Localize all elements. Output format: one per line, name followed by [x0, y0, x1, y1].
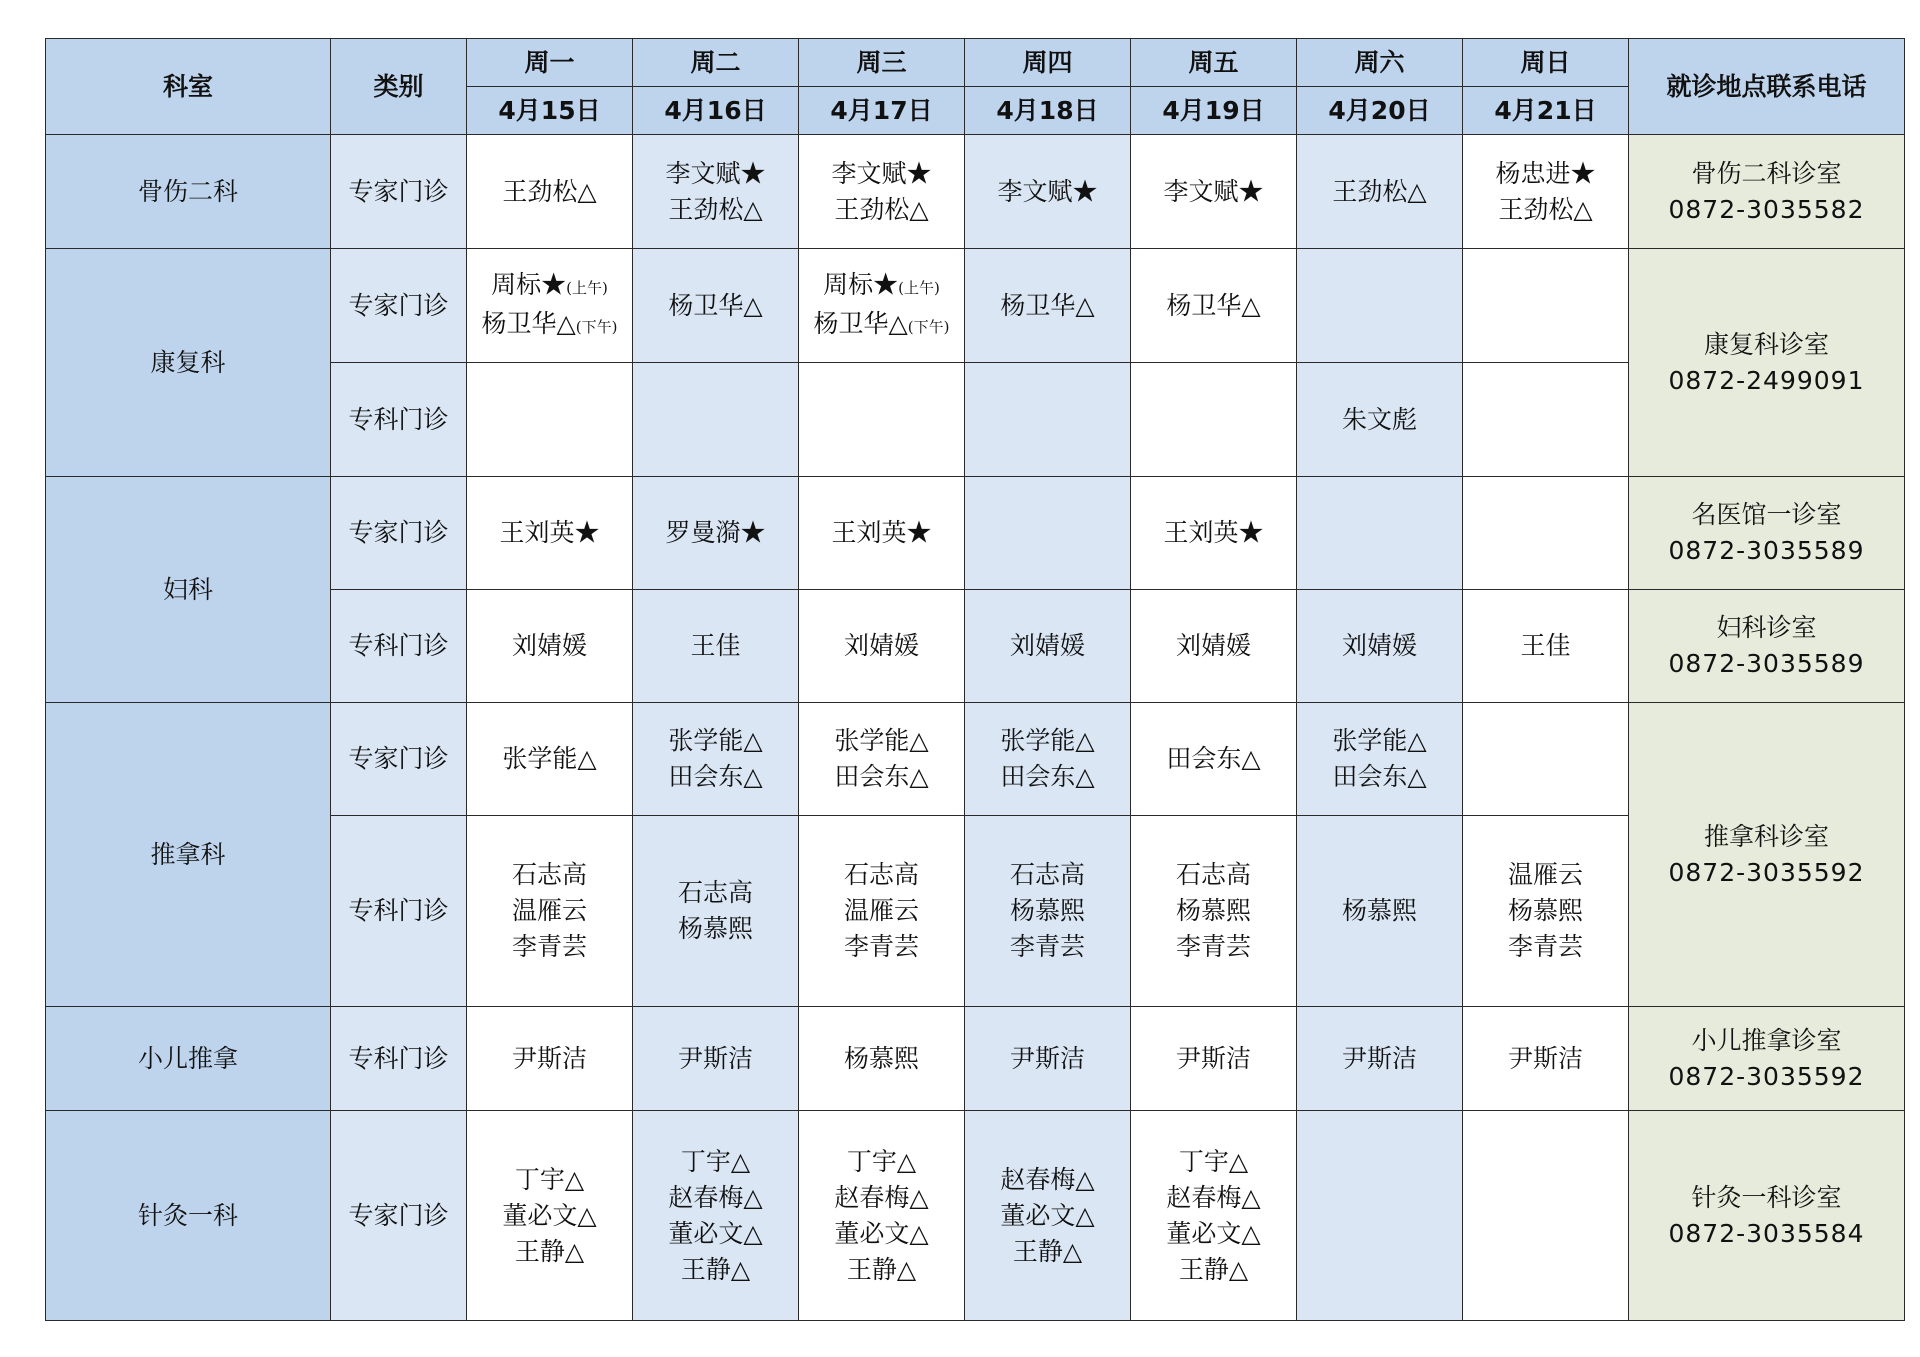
- doctor-entry: [799, 929, 964, 965]
- schedule-cell: [799, 1111, 965, 1321]
- schedule-cell: [799, 1007, 965, 1111]
- doctor-name: 李青芸: [1175, 932, 1251, 961]
- doctor-name: 李青芸: [1009, 932, 1085, 961]
- schedule-cell: [965, 135, 1131, 249]
- location-cell: [1629, 249, 1905, 477]
- doctor-entry: [467, 628, 632, 664]
- department-name: 推拿科: [46, 703, 331, 1007]
- room-name: 小儿推拿诊室: [1691, 1025, 1842, 1055]
- doctor-name: 尹斯洁: [1009, 1043, 1085, 1073]
- doctor-name: 王佳: [690, 631, 741, 660]
- header-row-weekdays: [46, 39, 1905, 87]
- doctor-name: 王静△: [1178, 1254, 1249, 1284]
- doctor-entry: [633, 515, 798, 551]
- schedule-cell: [1463, 703, 1629, 816]
- date-header: 4月18日: [965, 87, 1131, 135]
- schedule-cell: [467, 477, 633, 590]
- doctor-name: 王静△: [680, 1254, 751, 1284]
- phone-number: 0872-3035589: [1668, 649, 1865, 678]
- doctor-name: 赵春梅△: [1000, 1164, 1095, 1194]
- schedule-cell: [799, 249, 965, 363]
- doctor-entry: [965, 857, 1130, 893]
- doctor-name: 田会东△: [1166, 744, 1261, 773]
- schedule-cell: [965, 1111, 1131, 1321]
- clinic-type: 专科门诊: [331, 816, 467, 1007]
- doctor-entry: [965, 628, 1130, 664]
- doctor-entry: [633, 759, 798, 795]
- doctor-entry: [799, 1144, 964, 1180]
- schedule-cell: [1297, 703, 1463, 816]
- doctor-name: 刘婧媛: [1175, 631, 1251, 660]
- doctor-name: 张学能△: [502, 744, 597, 773]
- doctor-entry: [467, 893, 632, 929]
- doctor-name: 王劲松△: [834, 194, 929, 224]
- doctor-name: 杨慕熙: [1175, 896, 1251, 925]
- phone-number: 0872-3035584: [1668, 1218, 1865, 1248]
- doctor-entry: [965, 1234, 1130, 1270]
- schedule-cell: [1297, 1007, 1463, 1111]
- schedule-cell: [1131, 1007, 1297, 1111]
- doctor-entry: [799, 1252, 964, 1288]
- room-name: 名医馆一诊室: [1691, 500, 1842, 529]
- weekday-header: 周三: [799, 39, 965, 87]
- doctor-entry: [633, 1252, 798, 1288]
- schedule-cell: [633, 703, 799, 816]
- doctor-entry: [633, 288, 798, 324]
- doctor-name: 尹斯洁: [1507, 1043, 1583, 1073]
- doctor-entry: [799, 267, 964, 306]
- doctor-name: 石志高: [677, 878, 753, 907]
- doctor-name: 王劲松△: [1498, 194, 1593, 224]
- doctor-name: 李文赋★: [997, 176, 1098, 206]
- doctor-entry: [965, 1162, 1130, 1198]
- doctor-name: 王静△: [846, 1254, 917, 1284]
- doctor-entry: [799, 1180, 964, 1216]
- schedule-cell: [467, 816, 633, 1007]
- doctor-entry: [467, 306, 632, 345]
- doctor-entry: [633, 628, 798, 664]
- schedule-cell: [1131, 816, 1297, 1007]
- doctor-name: 石志高: [1175, 860, 1251, 889]
- doctor-name: 杨慕熙: [1507, 896, 1583, 925]
- doctor-name: 尹斯洁: [1341, 1043, 1417, 1073]
- schedule-cell: [633, 477, 799, 590]
- schedule-body: [46, 135, 1905, 1321]
- schedule-cell: [1297, 249, 1463, 363]
- schedule-cell: [965, 816, 1131, 1007]
- doctor-entry: [1463, 893, 1628, 929]
- schedule-cell: [1297, 477, 1463, 590]
- doctor-name: 丁宇△: [514, 1164, 585, 1194]
- location-cell: [1629, 477, 1905, 590]
- date-header: 4月20日: [1297, 87, 1463, 135]
- room-name: 骨伤二科诊室: [1691, 158, 1842, 188]
- schedule-cell: [1131, 135, 1297, 249]
- schedule-cell: [467, 1111, 633, 1321]
- department-name: 妇科: [46, 477, 331, 703]
- doctor-entry: [1131, 628, 1296, 664]
- doctor-name: 杨卫华△: [668, 290, 763, 320]
- schedule-row: [46, 1007, 1905, 1111]
- doctor-entry: [1463, 929, 1628, 965]
- department-name: 针灸一科: [46, 1111, 331, 1321]
- doctor-entry: [1297, 174, 1462, 210]
- doctor-name: 王静△: [514, 1236, 585, 1266]
- doctor-entry: [799, 759, 964, 795]
- doctor-name: 杨慕熙: [677, 914, 753, 943]
- clinic-type: 专科门诊: [331, 363, 467, 477]
- doctor-entry: [965, 1198, 1130, 1234]
- weekday-header: 周四: [965, 39, 1131, 87]
- doctor-name: 李青芸: [1507, 932, 1583, 961]
- doctor-name: 朱文彪: [1341, 404, 1417, 434]
- doctor-name: 李文赋★: [831, 158, 932, 188]
- schedule-cell: [965, 249, 1131, 363]
- doctor-entry: [1297, 723, 1462, 759]
- doctor-entry: [1131, 1180, 1296, 1216]
- date-header: 4月16日: [633, 87, 799, 135]
- doctor-entry: [1297, 1041, 1462, 1077]
- doctor-entry: [1297, 893, 1462, 929]
- doctor-entry: [965, 893, 1130, 929]
- doctor-entry: [965, 723, 1130, 759]
- doctor-name: 李青芸: [843, 932, 919, 961]
- schedule-cell: [1463, 1111, 1629, 1321]
- doctor-name: 丁宇△: [846, 1146, 917, 1176]
- date-header: 4月19日: [1131, 87, 1297, 135]
- schedule-cell: [633, 363, 799, 477]
- doctor-name: 杨慕熙: [1341, 896, 1417, 925]
- schedule-cell: [1463, 135, 1629, 249]
- doctor-entry: [467, 1234, 632, 1270]
- doctor-entry: [799, 628, 964, 664]
- doctor-entry: [799, 192, 964, 228]
- doctor-entry: [965, 1041, 1130, 1077]
- doctor-name: 张学能△: [834, 726, 929, 755]
- schedule-cell: [1131, 363, 1297, 477]
- doctor-name: 刘婧媛: [1009, 631, 1085, 660]
- doctor-name: 杨卫华△: [813, 308, 908, 338]
- doctor-entry: [1297, 628, 1462, 664]
- schedule-cell: [965, 1007, 1131, 1111]
- doctor-name: 王劲松△: [668, 194, 763, 224]
- doctor-name: 王劲松△: [1332, 176, 1427, 206]
- schedule-cell: [1131, 590, 1297, 703]
- doctor-entry: [965, 288, 1130, 324]
- doctor-name: 罗曼漪★: [665, 518, 766, 547]
- schedule-cell: [633, 135, 799, 249]
- doctor-name: 周标★: [823, 269, 899, 299]
- phone-number: 0872-3035589: [1668, 536, 1865, 565]
- schedule-cell: [799, 703, 965, 816]
- doctor-entry: [1131, 893, 1296, 929]
- doctor-entry: [633, 911, 798, 947]
- doctor-entry: [1131, 1041, 1296, 1077]
- doctor-name: 田会东△: [834, 762, 929, 791]
- room-name: 针灸一科诊室: [1691, 1182, 1842, 1212]
- weekday-header: 周二: [633, 39, 799, 87]
- doctor-entry: [467, 1041, 632, 1077]
- room-name: 妇科诊室: [1716, 613, 1817, 642]
- doctor-name: 董必文△: [834, 1218, 929, 1248]
- schedule-table: [45, 38, 1905, 1321]
- schedule-cell: [1297, 363, 1463, 477]
- doctor-entry: [1463, 192, 1628, 228]
- schedule-cell: [965, 590, 1131, 703]
- doctor-entry: [467, 267, 632, 306]
- schedule-cell: [1131, 703, 1297, 816]
- clinic-type: 专家门诊: [331, 1111, 467, 1321]
- doctor-name: 田会东△: [1000, 762, 1095, 791]
- doctor-name: 石志高: [511, 860, 587, 889]
- department-name: 骨伤二科: [46, 135, 331, 249]
- doctor-entry: [467, 174, 632, 210]
- doctor-entry: [1131, 857, 1296, 893]
- doctor-entry: [1463, 1041, 1628, 1077]
- schedule-cell: [1463, 590, 1629, 703]
- clinic-type: 专家门诊: [331, 135, 467, 249]
- doctor-entry: [1297, 402, 1462, 438]
- doctor-name: 赵春梅△: [668, 1182, 763, 1212]
- doctor-name: 丁宇△: [1178, 1146, 1249, 1176]
- clinic-type: 专家门诊: [331, 249, 467, 363]
- doctor-entry: [1131, 515, 1296, 551]
- session-note: (下午): [907, 317, 950, 336]
- schedule-cell: [467, 363, 633, 477]
- schedule-cell: [633, 249, 799, 363]
- doctor-entry: [1131, 288, 1296, 324]
- doctor-entry: [1463, 156, 1628, 192]
- doctor-name: 王刘英★: [499, 518, 600, 547]
- doctor-name: 田会东△: [668, 762, 763, 791]
- doctor-name: 田会东△: [1332, 762, 1427, 791]
- session-note: (下午): [575, 317, 618, 336]
- clinic-type: 专科门诊: [331, 1007, 467, 1111]
- doctor-entry: [633, 875, 798, 911]
- doctor-name: 王静△: [1012, 1236, 1083, 1266]
- doctor-entry: [1131, 1252, 1296, 1288]
- doctor-name: 杨慕熙: [843, 1043, 919, 1073]
- doctor-entry: [633, 1180, 798, 1216]
- weekday-header: 周一: [467, 39, 633, 87]
- phone-number: 0872-3035592: [1668, 857, 1865, 887]
- location-header: 就诊地点联系电话: [1629, 39, 1905, 135]
- doctor-entry: [799, 1041, 964, 1077]
- schedule-cell: [799, 477, 965, 590]
- doctor-name: 赵春梅△: [1166, 1182, 1261, 1212]
- doctor-entry: [467, 857, 632, 893]
- doctor-entry: [799, 723, 964, 759]
- doctor-name: 杨忠进★: [1495, 158, 1596, 188]
- schedule-cell: [1463, 249, 1629, 363]
- date-header: 4月17日: [799, 87, 965, 135]
- date-header: 4月21日: [1463, 87, 1629, 135]
- phone-number: 0872-3035582: [1668, 194, 1865, 224]
- doctor-entry: [799, 893, 964, 929]
- doctor-name: 李文赋★: [665, 158, 766, 188]
- doctor-entry: [1297, 759, 1462, 795]
- schedule-row: [46, 1111, 1905, 1321]
- schedule-cell: [467, 135, 633, 249]
- doctor-name: 张学能△: [1000, 726, 1095, 755]
- location-cell: [1629, 135, 1905, 249]
- doctor-name: 杨慕熙: [1009, 896, 1085, 925]
- type-header: 类别: [331, 39, 467, 135]
- doctor-entry: [633, 1144, 798, 1180]
- doctor-entry: [1131, 174, 1296, 210]
- doctor-entry: [467, 515, 632, 551]
- doctor-entry: [799, 306, 964, 345]
- schedule-cell: [799, 363, 965, 477]
- doctor-entry: [467, 929, 632, 965]
- doctor-name: 丁宇△: [680, 1146, 751, 1176]
- clinic-type: 专家门诊: [331, 703, 467, 816]
- schedule-cell: [1297, 590, 1463, 703]
- doctor-name: 尹斯洁: [1175, 1043, 1251, 1073]
- department-name: 康复科: [46, 249, 331, 477]
- doctor-name: 石志高: [843, 860, 919, 889]
- schedule-cell: [633, 816, 799, 1007]
- doctor-name: 董必文△: [668, 1218, 763, 1248]
- location-cell: [1629, 1007, 1905, 1111]
- doctor-name: 董必文△: [502, 1200, 597, 1230]
- doctor-name: 王刘英★: [831, 518, 932, 547]
- doctor-entry: [467, 1162, 632, 1198]
- doctor-entry: [1131, 1216, 1296, 1252]
- doctor-name: 董必文△: [1166, 1218, 1261, 1248]
- date-header: 4月15日: [467, 87, 633, 135]
- department-name: 小儿推拿: [46, 1007, 331, 1111]
- doctor-name: 赵春梅△: [834, 1182, 929, 1212]
- schedule-cell: [1297, 1111, 1463, 1321]
- doctor-name: 王刘英★: [1163, 518, 1264, 547]
- doctor-entry: [965, 174, 1130, 210]
- schedule-cell: [467, 703, 633, 816]
- doctor-entry: [1131, 741, 1296, 777]
- doctor-entry: [1131, 929, 1296, 965]
- doctor-name: 温雁云: [511, 896, 587, 925]
- schedule-cell: [1131, 1111, 1297, 1321]
- schedule-cell: [1297, 816, 1463, 1007]
- schedule-cell: [633, 1111, 799, 1321]
- doctor-entry: [633, 1041, 798, 1077]
- doctor-name: 温雁云: [1507, 860, 1583, 889]
- doctor-name: 李青芸: [511, 932, 587, 961]
- doctor-name: 杨卫华△: [1166, 290, 1261, 320]
- schedule-cell: [1463, 816, 1629, 1007]
- location-cell: [1629, 590, 1905, 703]
- doctor-name: 李文赋★: [1163, 176, 1264, 206]
- doctor-entry: [633, 192, 798, 228]
- doctor-name: 王劲松△: [502, 176, 597, 206]
- schedule-row: [46, 249, 1905, 363]
- session-note: (上午): [898, 278, 940, 297]
- doctor-name: 石志高: [1009, 860, 1085, 889]
- schedule-cell: [1463, 477, 1629, 590]
- doctor-entry: [965, 929, 1130, 965]
- room-name: 康复科诊室: [1703, 329, 1829, 359]
- schedule-cell: [799, 135, 965, 249]
- doctor-entry: [1463, 628, 1628, 664]
- schedule-cell: [1463, 1007, 1629, 1111]
- doctor-entry: [633, 723, 798, 759]
- doctor-name: 刘婧媛: [511, 631, 587, 660]
- doctor-name: 杨卫华△: [481, 308, 576, 338]
- schedule-row: [46, 703, 1905, 816]
- weekday-header: 周五: [1131, 39, 1297, 87]
- doctor-entry: [467, 741, 632, 777]
- phone-number: 0872-2499091: [1668, 365, 1865, 395]
- location-cell: [1629, 1111, 1905, 1321]
- doctor-name: 尹斯洁: [511, 1043, 587, 1073]
- clinic-type: 专科门诊: [331, 590, 467, 703]
- schedule-row: [46, 477, 1905, 590]
- doctor-name: 周标★: [491, 269, 567, 299]
- doctor-name: 董必文△: [1000, 1200, 1095, 1230]
- doctor-entry: [799, 156, 964, 192]
- doctor-entry: [799, 857, 964, 893]
- room-name: 推拿科诊室: [1703, 821, 1829, 851]
- schedule-row: [46, 135, 1905, 249]
- schedule-cell: [1297, 135, 1463, 249]
- doctor-name: 刘婧媛: [843, 631, 919, 660]
- doctor-name: 杨卫华△: [1000, 290, 1095, 320]
- doctor-entry: [799, 515, 964, 551]
- doctor-entry: [633, 156, 798, 192]
- doctor-entry: [965, 759, 1130, 795]
- doctor-name: 张学能△: [668, 726, 763, 755]
- location-cell: [1629, 703, 1905, 1007]
- dept-header: 科室: [46, 39, 331, 135]
- clinic-type: 专家门诊: [331, 477, 467, 590]
- schedule-cell: [1131, 477, 1297, 590]
- doctor-entry: [1463, 857, 1628, 893]
- doctor-name: 温雁云: [843, 896, 919, 925]
- schedule-cell: [633, 1007, 799, 1111]
- doctor-name: 刘婧媛: [1341, 631, 1417, 660]
- schedule-cell: [467, 249, 633, 363]
- schedule-cell: [799, 590, 965, 703]
- doctor-entry: [467, 1198, 632, 1234]
- doctor-entry: [799, 1216, 964, 1252]
- schedule-cell: [467, 1007, 633, 1111]
- weekday-header: 周日: [1463, 39, 1629, 87]
- phone-number: 0872-3035592: [1668, 1061, 1865, 1091]
- schedule-cell: [633, 590, 799, 703]
- session-note: (上午): [566, 278, 608, 297]
- schedule-cell: [965, 477, 1131, 590]
- schedule-cell: [467, 590, 633, 703]
- schedule-cell: [965, 363, 1131, 477]
- doctor-name: 尹斯洁: [677, 1043, 753, 1073]
- doctor-entry: [1131, 1144, 1296, 1180]
- schedule-cell: [799, 816, 965, 1007]
- schedule-cell: [1463, 363, 1629, 477]
- schedule-cell: [1131, 249, 1297, 363]
- doctor-name: 张学能△: [1332, 726, 1427, 755]
- weekday-header: 周六: [1297, 39, 1463, 87]
- doctor-name: 王佳: [1520, 631, 1571, 660]
- doctor-entry: [633, 1216, 798, 1252]
- schedule-cell: [965, 703, 1131, 816]
